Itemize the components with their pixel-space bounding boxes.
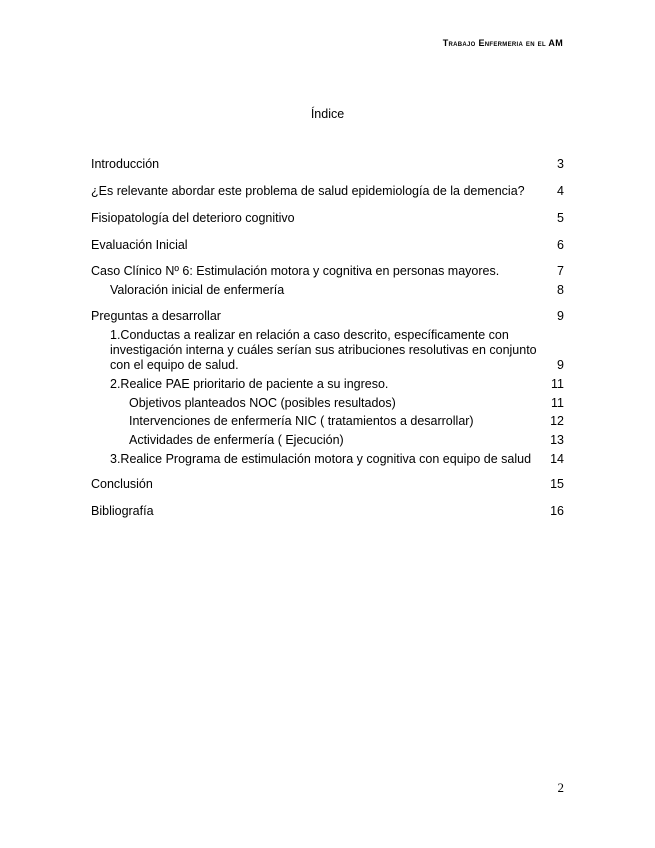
toc-entry-page: 11	[551, 377, 564, 391]
toc-entry-page: 15	[550, 477, 564, 491]
toc-entry-text: 2.Realice PAE prioritario de paciente a su ingreso.	[110, 377, 389, 391]
toc-entry[interactable]	[91, 452, 564, 467]
toc-entry[interactable]	[91, 414, 564, 429]
toc-entry-text: Preguntas a desarrollar	[91, 309, 221, 323]
toc-entry-page: 5	[557, 211, 564, 225]
toc-entry-page: 13	[550, 433, 564, 447]
toc-entry[interactable]	[91, 504, 564, 519]
toc-entry-page: 16	[550, 504, 564, 518]
toc-entry[interactable]	[91, 264, 564, 279]
toc-entry-text: 3.Realice Programa de estimulación motora y cognitiva con equipo de salud	[110, 452, 532, 466]
toc-entry-text: Conclusión	[91, 477, 153, 491]
toc-entry-text: Intervenciones de enfermería NIC ( tratamientos a desarrollar)	[129, 414, 474, 428]
toc-entry-text: ¿Es relevante abordar este problema de salud epidemiología de la demencia?	[91, 184, 525, 198]
running-header: Trabajo Enfermeria en el AM	[442, 38, 563, 48]
toc-entry[interactable]	[91, 309, 564, 324]
toc-entry-text: 1.Conductas a realizar en relación a caso descrito, específicamente con investigación interna y cuáles serían sus atribuciones resolutivas en conjunto con el equipo de salud.	[110, 328, 537, 372]
toc-entry-text: Valoración inicial de enfermería	[110, 283, 285, 297]
toc-entry-page: 12	[550, 414, 564, 428]
toc-entry-page: 11	[551, 396, 564, 410]
toc-entry-text: Caso Clínico Nº 6: Estimulación motora y cognitiva en personas mayores.	[91, 264, 500, 278]
toc-entry-page: 8	[557, 283, 564, 297]
toc-entry[interactable]	[91, 184, 564, 199]
toc-entry-text: Objetivos planteados NOC (posibles resultados)	[129, 396, 396, 410]
toc-entry-page: 14	[550, 452, 564, 466]
toc-entry[interactable]	[91, 377, 564, 392]
toc-entry[interactable]	[91, 283, 564, 298]
toc-entry-text: Introducción	[91, 157, 160, 171]
toc-entry-page: 6	[557, 238, 564, 252]
page-number: 2	[557, 780, 564, 795]
toc-entry-page: 3	[557, 157, 564, 171]
toc-entry-page: 4	[557, 184, 564, 198]
toc-entry[interactable]	[91, 477, 564, 492]
toc-entry[interactable]	[91, 328, 564, 373]
toc-entry-page: 7	[557, 264, 564, 278]
toc-title: Índice	[310, 107, 345, 121]
toc-entry[interactable]	[91, 396, 564, 411]
toc-entry[interactable]	[91, 238, 564, 253]
toc-entry-text: Bibliografía	[91, 504, 154, 518]
toc-entry-text: Fisiopatología del deterioro cognitivo	[91, 211, 295, 225]
toc-entry[interactable]	[91, 157, 564, 172]
toc-entry-text: Evaluación Inicial	[91, 238, 188, 252]
toc-entry-text: Actividades de enfermería ( Ejecución)	[129, 433, 344, 447]
toc-entry[interactable]	[91, 211, 564, 226]
toc-entry[interactable]	[91, 433, 564, 448]
toc-entry-page: 9	[557, 309, 564, 323]
toc-entry-page: 9	[557, 358, 564, 372]
